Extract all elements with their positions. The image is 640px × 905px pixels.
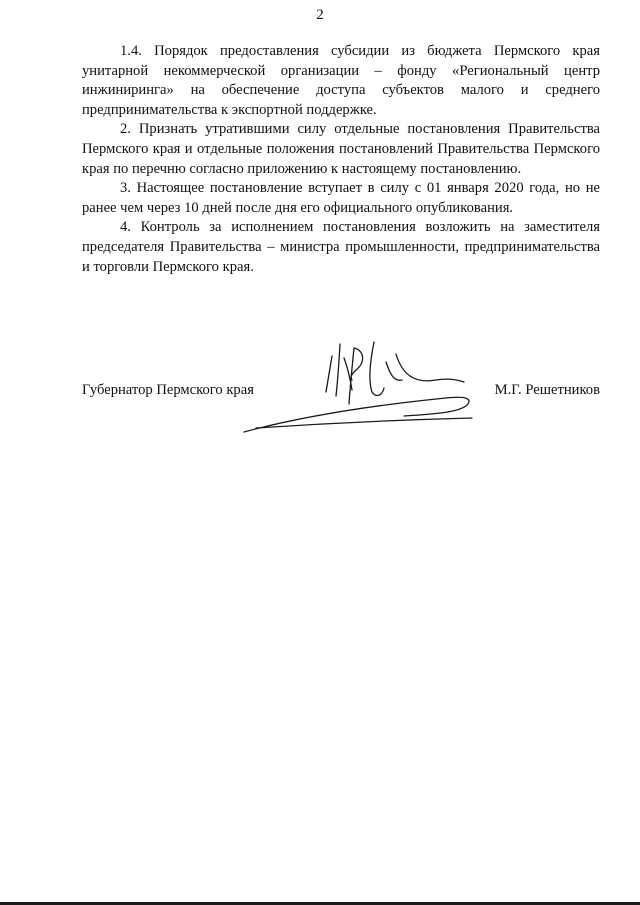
paragraph-4: 4. Контроль за исполнением постановления возложить на заместителя председателя Правительства – министра промышленности, предпринимательства и торговли Пермского края. [82,219,600,275]
signatory-name: М.Г. Решетников [494,382,600,398]
handwritten-signature [236,318,486,438]
signature-block [82,380,600,400]
document-body [82,42,600,277]
paragraph-3: 3. Настоящее постановление вступает в силу с 01 января 2020 года, но не ранее чем через 10 дней после дня его официального опубликования. [82,180,600,216]
signatory-title: Губернатор Пермского края [82,382,254,398]
paragraph-2: 2. Признать утратившими силу отдельные постановления Правительства Пермского края и отдельные положения постановлений Правительства Пермского края по перечню согласно приложению к настоящему постановлению. [82,121,600,177]
page-number: 2 [316,7,324,23]
paragraph-1-4: 1.4. Порядок предоставления субсидии из бюджета Пермского края унитарной некоммерческой организации – фонду «Региональный центр инжиниринга» на обеспечение доступа субъектов малого и среднего предпринимательства к экспортной поддержке. [82,43,600,118]
